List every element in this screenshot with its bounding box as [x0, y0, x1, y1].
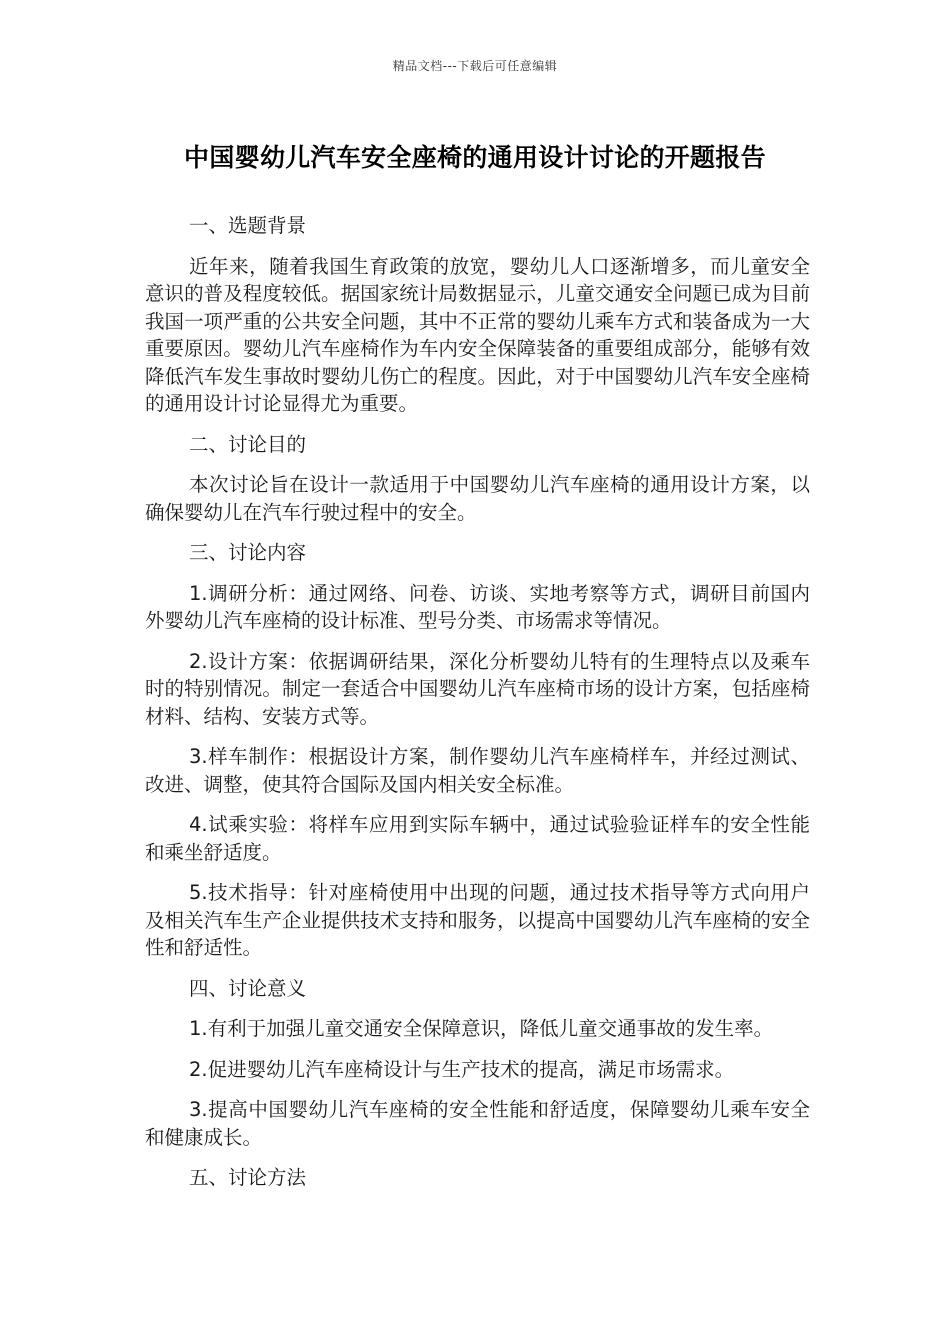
content-item-research: 1.调研分析：通过网络、问卷、访谈、实地考察等方式，调研目前国内外婴幼儿汽车座椅的设计标准、型号分类、市场需求等情况。: [145, 581, 810, 632]
section-heading-methods: 五、讨论方法: [189, 1166, 307, 1189]
significance-item-1: 1.有利于加强儿童交通安全保障意识，降低儿童交通事故的发生率。: [189, 1017, 774, 1040]
content-item-design: 2.设计方案：依据调研结果，深化分析婴幼儿特有的生理特点以及乘车时的特别情况。制定一套适合中国婴幼儿汽车座椅市场的设计方案，包括座椅材料、结构、安装方式等。: [145, 649, 810, 728]
section-heading-significance: 四、讨论意义: [189, 976, 307, 1000]
section-heading-background: 一、选题背景: [189, 214, 307, 237]
paragraph-purpose: 本次讨论旨在设计一款适用于中国婴幼儿汽车座椅的通用设计方案，以确保婴幼儿在汽车行驶过程中的安全。: [145, 473, 810, 524]
content-item-prototype: 3.样车制作：根据设计方案，制作婴幼儿汽车座椅样车，并经过测试、改进、调整，使其符合国际及国内相关安全标准。: [145, 745, 810, 796]
document-body: [145, 212, 810, 1205]
significance-item-3: 3.提高中国婴幼儿汽车座椅的安全性能和舒适度，保障婴幼儿乘车安全和健康成长。: [145, 1098, 810, 1149]
section-heading-purpose: 二、讨论目的: [189, 432, 307, 456]
paragraph-background: 近年来，随着我国生育政策的放宽，婴幼儿人口逐渐增多，而儿童安全意识的普及程度较低。据国家统计局数据显示，儿童交通安全问题已成为目前我国一项严重的公共安全问题，其中不正常的婴幼儿乘车方式和装备成为一大重要原因。婴幼儿汽车座椅作为车内安全保障装备的重要组成部分，能够有效降低汽车发生事故时婴幼儿伤亡的程度。因此，对于中国婴幼儿汽车安全座椅的通用设计讨论显得尤为重要。: [145, 254, 810, 415]
page-header-note: 精品文档---下载后可任意编辑: [392, 59, 558, 73]
section-heading-content: 三、讨论内容: [189, 541, 307, 564]
significance-item-2: 2.促进婴幼儿汽车座椅设计与生产技术的提高，满足市场需求。: [189, 1057, 735, 1081]
content-item-trial: 4.试乘实验：将样车应用到实际车辆中，通过试验验证样车的安全性能和乘坐舒适度。: [145, 813, 810, 864]
document-title: 中国婴幼儿汽车安全座椅的通用设计讨论的开题报告: [184, 143, 766, 172]
content-item-guidance: 5.技术指导：针对座椅使用中出现的问题，通过技术指导等方式向用户及相关汽车生产企业提供技术支持和服务，以提高中国婴幼儿汽车座椅的安全性和舒适性。: [145, 881, 810, 959]
